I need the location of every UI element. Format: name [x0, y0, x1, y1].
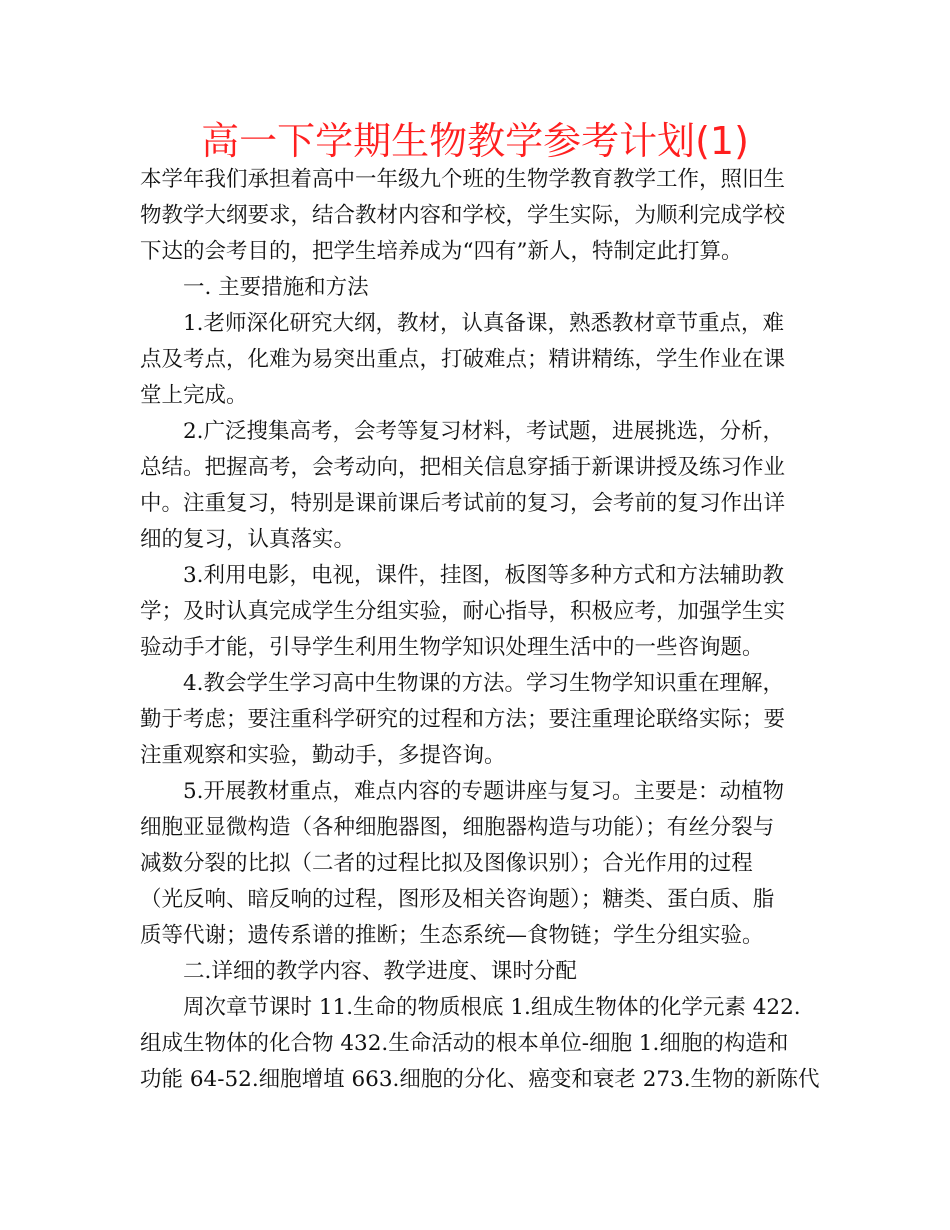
paragraph-line: 组成生物体的化合物 432.生命活动的根本单位-细胞 1.细胞的构造和 — [140, 1031, 789, 1056]
paragraph-line: 细的复习，认真落实。 — [140, 527, 356, 552]
document-body — [140, 162, 820, 1098]
paragraph-line: 下达的会考目的，把学生培养成为“四有”新人，特制定此打算。 — [140, 239, 743, 264]
section-heading: 二.详细的教学内容、教学进度、课时分配 — [183, 959, 577, 984]
paragraph-line: 周次章节课时 11.生命的物质根底 1.组成生物体的化学元素 422. — [183, 995, 801, 1020]
paragraph-line: 中。注重复习，特别是课前课后考试前的复习，会考前的复习作出详 — [140, 491, 786, 516]
paragraph-line: 注重观察和实验，勤动手，多提咨询。 — [140, 743, 506, 768]
paragraph-line: 减数分裂的比拟（二者的过程比拟及图像识别）；合光作用的过程 — [140, 851, 753, 876]
section-heading: 一. 主要措施和方法 — [183, 275, 369, 300]
paragraph-line: 本学年我们承担着高中一年级九个班的生物学教育教学工作，照旧生 — [140, 167, 786, 192]
document-title: 高一下学期生物教学参考计划(1) — [201, 119, 749, 163]
paragraph-line: 物教学大纲要求，结合教材内容和学校，学生实际，为顺利完成学校 — [140, 203, 786, 228]
paragraph-line: 学；及时认真完成学生分组实验，耐心指导，积极应考，加强学生实 — [140, 599, 786, 624]
paragraph-line: 总结。把握高考，会考动向，把相关信息穿插于新课讲授及练习作业 — [140, 455, 786, 480]
paragraph-line: 堂上完成。 — [140, 383, 248, 408]
paragraph-line: 2.广泛搜集高考，会考等复习材料，考试题，进展挑选，分析， — [183, 419, 785, 444]
paragraph-line: 质等代谢；遗传系谱的推断；生态系统—食物链；学生分组实验。 — [140, 923, 764, 948]
paragraph-line: 4.教会学生学习高中生物课的方法。学习生物学知识重在理解， — [183, 671, 785, 696]
paragraph-line: 5.开展教材重点，难点内容的专题讲座与复习。主要是：动植物 — [183, 779, 785, 804]
paragraph-line: 功能 64-52.细胞增埴 663.细胞的分化、癌变和衰老 273.生物的新陈代 — [140, 1067, 820, 1092]
paragraph-line: （光反响、暗反响的过程，图形及相关咨询题）；糖类、蛋白质、脂 — [140, 887, 775, 912]
paragraph-line: 细胞亚显微构造（各种细胞器图，细胞器构造与功能）；有丝分裂与 — [140, 815, 775, 840]
paragraph-line: 1.老师深化研究大纲，教材，认真备课，熟悉教材章节重点，难 — [183, 311, 785, 336]
paragraph-line: 点及考点，化难为易突出重点，打破难点；精讲精练，学生作业在课 — [140, 347, 786, 372]
paragraph-line: 验动手才能，引导学生利用生物学知识处理生活中的一些咨询题。 — [140, 635, 764, 660]
paragraph-line: 3.利用电影，电视，课件，挂图，板图等多种方式和方法辅助教 — [183, 563, 785, 588]
paragraph-line: 勤于考虑；要注重科学研究的过程和方法；要注重理论联络实际；要 — [140, 707, 786, 732]
